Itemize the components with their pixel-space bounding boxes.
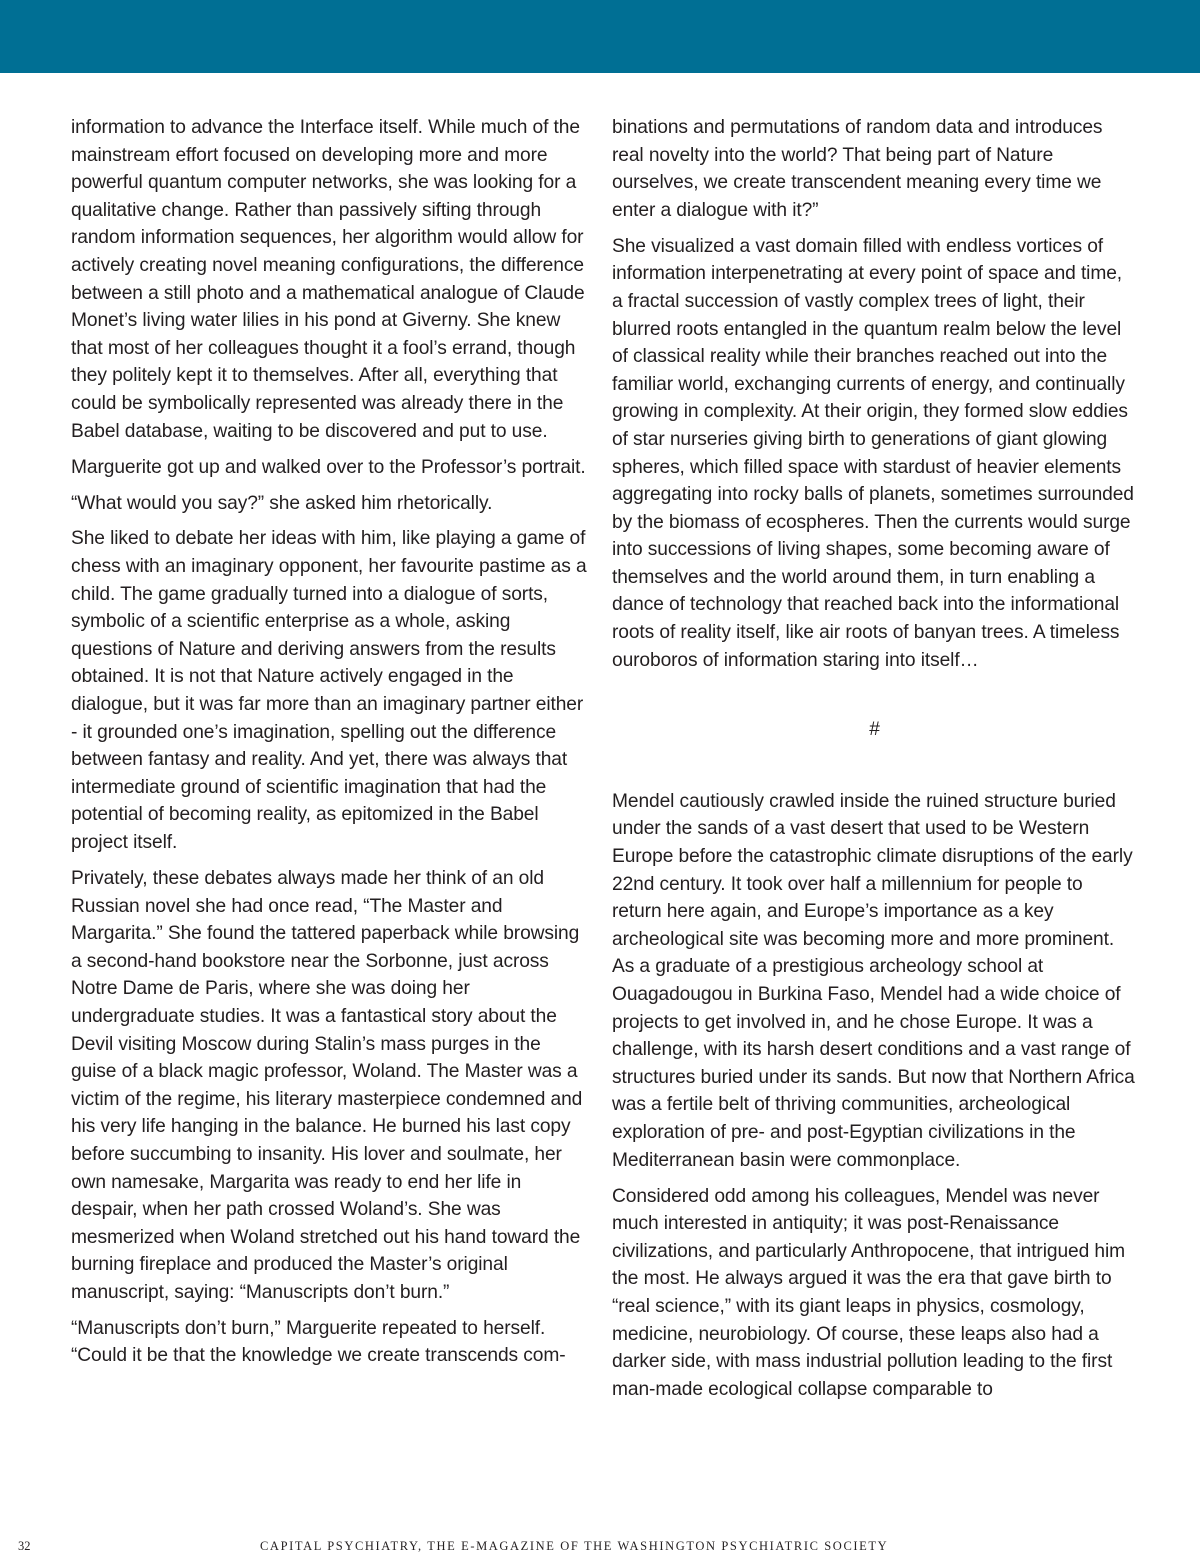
magazine-title: CAPITAL PSYCHIATRY, THE E-MAGAZINE OF THE WASHINGTON PSYCHIATRIC SOCIETY [260, 1539, 889, 1553]
header-band [0, 0, 1200, 73]
paragraph: She liked to debate her ideas with him, like playing a game of chess with an imaginary opponent, her favourite pastime as a child. The game gradually turned into a dialogue of sorts, symbolic of a scientific enterprise as a whole, asking questions of Nature and deriving answers from the results obtained. It is not that Nature actively engaged in the dialogue, but it was far more than an imaginary partner either - it grounded one’s imagination, spelling out the difference between fantasy and reality. And yet, there was always that intermediate ground of scientific imagination that had the potential of becoming reality, as epitomized in the Babel project itself. [71, 528, 587, 854]
paragraph: information to advance the Interface itself. While much of the mainstream effort focused on developing more and more powerful quantum computer networks, she was looking for a qualitative change. Rather than passively sifting through random information sequences, her algorithm would allow for actively creating novel meaning configurations, the difference between a still photo and a mathematical analogue of Claude Monet’s living water lilies in his pond at Giverny. She knew that most of her colleagues thought it a fool’s errand, though they politely kept it to themselves. After all, everything that could be symbolically represented was already there in the Babel database, waiting to be discovered and put to use. [71, 117, 585, 442]
page-footer [0, 1539, 1200, 1559]
section-separator: # [869, 719, 880, 741]
paragraph: Mendel cautiously crawled inside the ruined structure buried under the sands of a vast desert that used to be Western Europe before the catastrophic climate disruptions of the early 22nd century. It took over half a millennium for people to return here again, and Europe’s importance as a key archeological site was becoming more and more prominent. As a graduate of a prestigious archeology school at Ouagadougou in Burkina Faso, Mendel had a wide choice of projects to get involved in, and he chose Europe. It was a challenge, with its harsh desert conditions and a vast range of structures buried under its sands. But now that Northern Africa was a fertile belt of thriving communities, archeological exploration of pre- and post-Egyptian civilizations in the Mediterranean basin were commonplace. [612, 790, 1135, 1171]
paragraph: “Manuscripts don’t burn,” Marguerite repeated to herself. “Could it be that the knowledge we create transcends com- [71, 1317, 566, 1367]
paragraph: Marguerite got up and walked over to the Professor’s portrait. [71, 456, 586, 478]
left-column [71, 114, 591, 1378]
paragraph: binations and permutations of random data and introduces real novelty into the world? That being part of Nature ourselves, we create transcendent meaning every time we enter a dialogue with it?” [612, 117, 1103, 221]
page-number: 32 [18, 1539, 31, 1553]
paragraph: She visualized a vast domain filled with endless vortices of information interpenetrating at every point of space and time, a fractal succession of vastly complex trees of light, their blurred roots entangled in the quantum realm below the level of classical reality while their branches reached out into the familiar world, exchanging currents of energy, and continually growing in complexity. At their origin, they formed slow eddies of star nurseries giving birth to generations of giant glowing spheres, which filled space with stardust of heavier elements aggregating into rocky balls of planets, sometimes surrounded by the biomass of ecospheres. Then the currents would surge into successions of living shapes, some becoming aware of themselves and the world around them, in turn enabling a dance of technology that reached back into the informational roots of reality itself, like air roots of banyan trees. A timeless ouroboros of information staring into itself… [612, 235, 1134, 671]
paragraph: Privately, these debates always made her think of an old Russian novel she had once read, “The Master and Margarita.” She found the tattered paperback while browsing a second-hand bookstore near the Sorbonne, just across Notre Dame de Paris, where she was doing her undergraduate studies. It was a fantastical story about the Devil visiting Moscow during Stalin’s mass purges in the guise of a black magic professor, Woland. The Master was a victim of the regime, his literary masterpiece condemned and his very life hanging in the balance. He burned his last copy before succumbing to insanity. His lover and soulmate, her own namesake, Margarita was ready to end her life in despair, when her path crossed Woland’s. She was mesmerized when Woland stretched out his hand toward the burning fireplace and produced the Master’s original manuscript, saying: “Manuscripts don’t burn.” [71, 868, 583, 1303]
paragraph: Considered odd among his colleagues, Mendel was never much interested in antiquity; it was post-Renaissance civilizations, and particularly Anthropocene, that intrigued him the most. He always argued it was the era that gave birth to “real science,” with its giant leaps in physics, cosmology, medicine, neurobiology. Of course, these leaps also had a darker side, with mass industrial pollution leading to the first man-made ecological collapse comparable to [612, 1185, 1126, 1400]
right-column [612, 114, 1137, 1412]
paragraph: “What would you say?” she asked him rhetorically. [71, 492, 493, 514]
